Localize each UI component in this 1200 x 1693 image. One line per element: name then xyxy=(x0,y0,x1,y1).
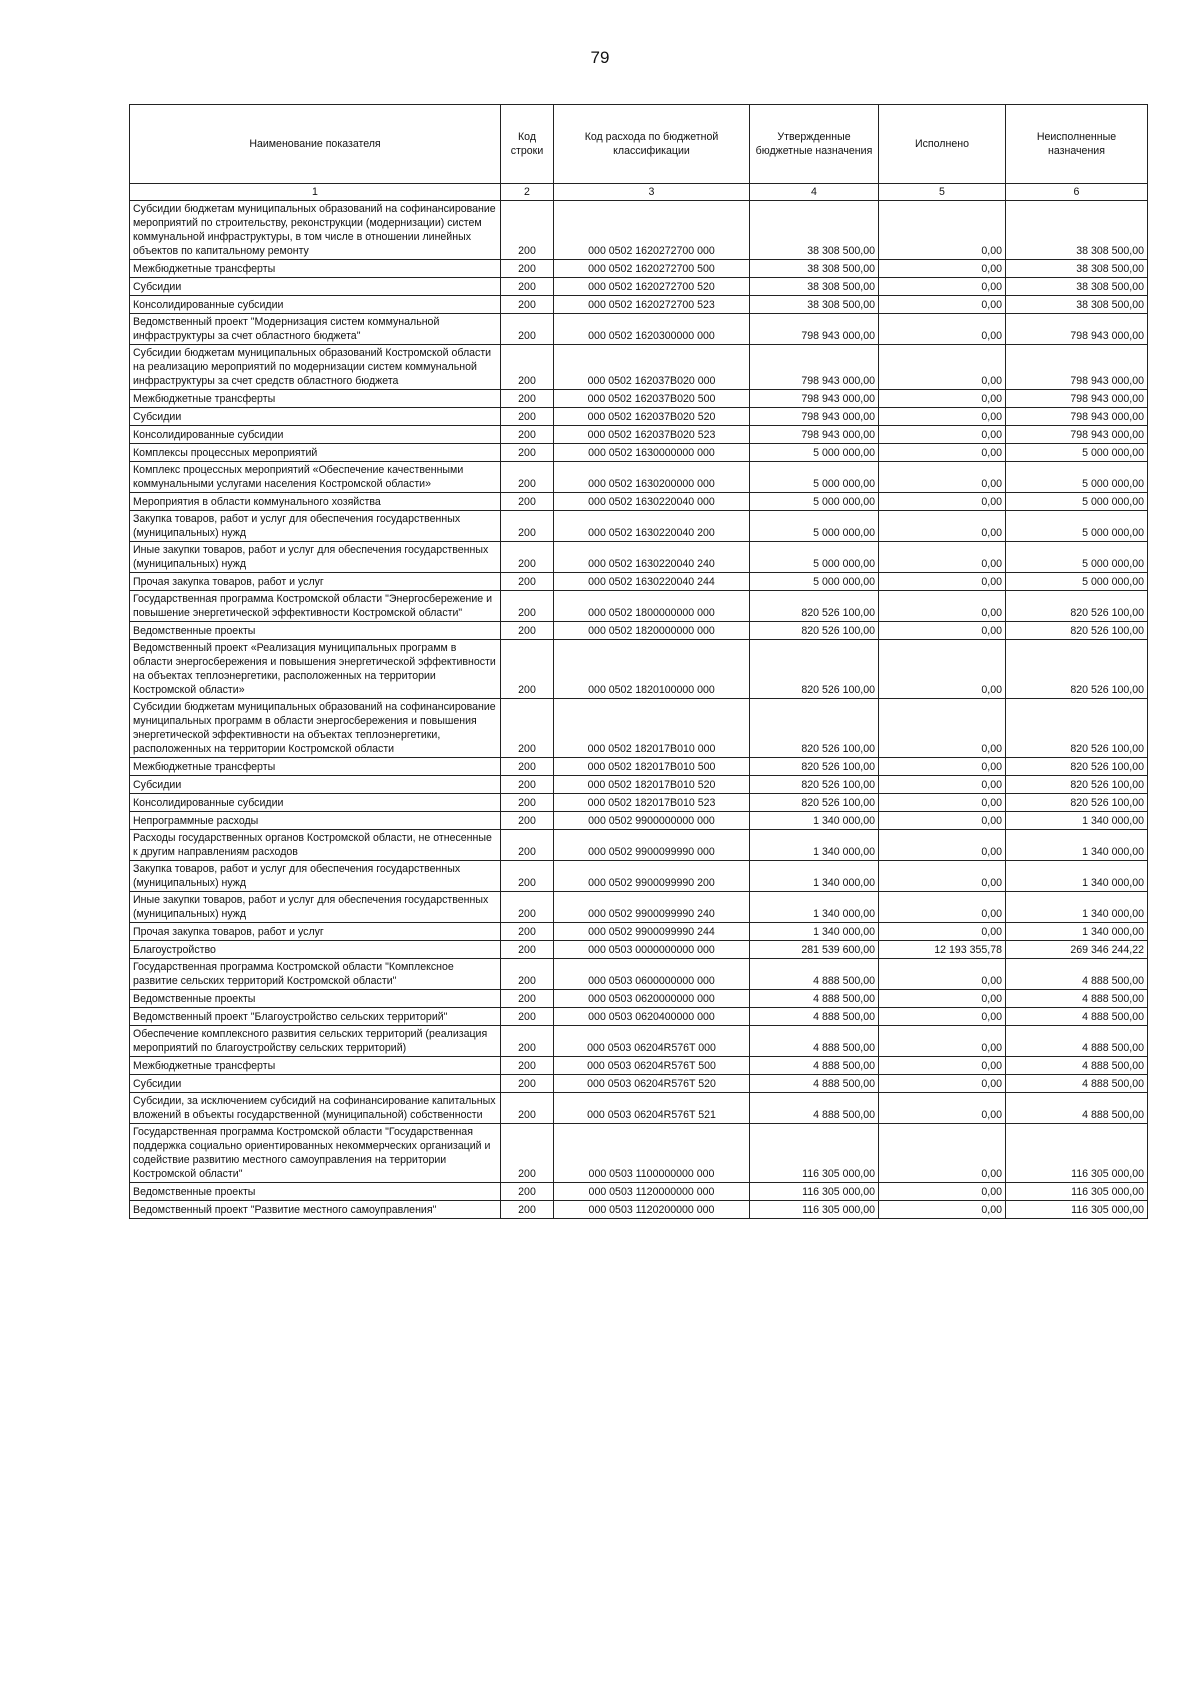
row-executed-amount: 0,00 xyxy=(879,776,1006,794)
row-line-code: 200 xyxy=(501,699,554,758)
row-executed-amount: 0,00 xyxy=(879,390,1006,408)
row-line-code: 200 xyxy=(501,830,554,861)
row-line-code: 200 xyxy=(501,758,554,776)
row-unexecuted-amount: 798 943 000,00 xyxy=(1006,426,1148,444)
row-unexecuted-amount: 116 305 000,00 xyxy=(1006,1201,1148,1219)
row-expense-code: 000 0503 06204R576T 520 xyxy=(554,1075,750,1093)
row-unexecuted-amount: 4 888 500,00 xyxy=(1006,1026,1148,1057)
row-expense-code: 000 0502 1620300000 000 xyxy=(554,314,750,345)
row-unexecuted-amount: 820 526 100,00 xyxy=(1006,591,1148,622)
row-executed-amount: 0,00 xyxy=(879,699,1006,758)
row-line-code: 200 xyxy=(501,493,554,511)
table-row xyxy=(130,1201,1148,1219)
row-expense-code: 000 0503 1120000000 000 xyxy=(554,1183,750,1201)
row-approved-amount: 5 000 000,00 xyxy=(750,444,879,462)
row-name: Закупка товаров, работ и услуг для обеспечения государственных (муниципальных) нужд xyxy=(130,511,501,542)
row-executed-amount: 0,00 xyxy=(879,511,1006,542)
row-executed-amount: 0,00 xyxy=(879,861,1006,892)
row-approved-amount: 798 943 000,00 xyxy=(750,390,879,408)
row-approved-amount: 4 888 500,00 xyxy=(750,1008,879,1026)
row-unexecuted-amount: 1 340 000,00 xyxy=(1006,923,1148,941)
row-unexecuted-amount: 798 943 000,00 xyxy=(1006,314,1148,345)
row-executed-amount: 0,00 xyxy=(879,959,1006,990)
table-row xyxy=(130,1124,1148,1183)
row-unexecuted-amount: 4 888 500,00 xyxy=(1006,959,1148,990)
row-expense-code: 000 0503 06204R576T 000 xyxy=(554,1026,750,1057)
row-executed-amount: 0,00 xyxy=(879,830,1006,861)
row-approved-amount: 116 305 000,00 xyxy=(750,1201,879,1219)
row-name: Государственная программа Костромской области "Энергосбережение и повышение энергетической эффективности Костромской области" xyxy=(130,591,501,622)
row-unexecuted-amount: 1 340 000,00 xyxy=(1006,830,1148,861)
row-unexecuted-amount: 4 888 500,00 xyxy=(1006,1093,1148,1124)
table-row xyxy=(130,426,1148,444)
row-approved-amount: 820 526 100,00 xyxy=(750,758,879,776)
table-row xyxy=(130,444,1148,462)
row-unexecuted-amount: 5 000 000,00 xyxy=(1006,511,1148,542)
table-row xyxy=(130,1183,1148,1201)
row-unexecuted-amount: 116 305 000,00 xyxy=(1006,1124,1148,1183)
row-executed-amount: 0,00 xyxy=(879,493,1006,511)
row-name: Межбюджетные трансферты xyxy=(130,390,501,408)
table-row xyxy=(130,923,1148,941)
row-executed-amount: 0,00 xyxy=(879,1008,1006,1026)
row-approved-amount: 38 308 500,00 xyxy=(750,201,879,260)
row-executed-amount: 0,00 xyxy=(879,1183,1006,1201)
row-executed-amount: 0,00 xyxy=(879,260,1006,278)
table-row xyxy=(130,640,1148,699)
row-unexecuted-amount: 5 000 000,00 xyxy=(1006,462,1148,493)
table-row xyxy=(130,812,1148,830)
row-approved-amount: 798 943 000,00 xyxy=(750,426,879,444)
row-expense-code: 000 0503 06204R576T 521 xyxy=(554,1093,750,1124)
row-expense-code: 000 0502 1620272700 000 xyxy=(554,201,750,260)
row-line-code: 200 xyxy=(501,1183,554,1201)
row-approved-amount: 5 000 000,00 xyxy=(750,493,879,511)
row-expense-code: 000 0502 9900000000 000 xyxy=(554,812,750,830)
row-executed-amount: 0,00 xyxy=(879,892,1006,923)
row-executed-amount: 0,00 xyxy=(879,201,1006,260)
row-unexecuted-amount: 5 000 000,00 xyxy=(1006,493,1148,511)
table-row xyxy=(130,511,1148,542)
table-row xyxy=(130,794,1148,812)
row-approved-amount: 1 340 000,00 xyxy=(750,812,879,830)
row-unexecuted-amount: 798 943 000,00 xyxy=(1006,390,1148,408)
row-executed-amount: 0,00 xyxy=(879,1057,1006,1075)
row-expense-code: 000 0502 1820100000 000 xyxy=(554,640,750,699)
row-name: Субсидии бюджетам муниципальных образований на софинансирование муниципальных программ в области энергосбережения и повышения энергетической эффективности на объектах теплоэнергетики, расположенных на территории Костромской области xyxy=(130,699,501,758)
row-expense-code: 000 0502 9900099990 240 xyxy=(554,892,750,923)
row-expense-code: 000 0502 1620272700 500 xyxy=(554,260,750,278)
row-line-code: 200 xyxy=(501,990,554,1008)
row-expense-code: 000 0502 9900099990 244 xyxy=(554,923,750,941)
row-executed-amount: 0,00 xyxy=(879,758,1006,776)
table-row xyxy=(130,201,1148,260)
row-name: Субсидии бюджетам муниципальных образований Костромской области на реализацию мероприятий по модернизации систем коммунальной инфраструктуры за счет средств областного бюджета xyxy=(130,345,501,390)
table-row xyxy=(130,622,1148,640)
row-line-code: 200 xyxy=(501,542,554,573)
table-body xyxy=(130,201,1148,1219)
row-unexecuted-amount: 1 340 000,00 xyxy=(1006,861,1148,892)
row-name: Субсидии xyxy=(130,408,501,426)
table-row xyxy=(130,758,1148,776)
table-row xyxy=(130,959,1148,990)
row-line-code: 200 xyxy=(501,941,554,959)
row-unexecuted-amount: 269 346 244,22 xyxy=(1006,941,1148,959)
row-approved-amount: 4 888 500,00 xyxy=(750,990,879,1008)
row-executed-amount: 0,00 xyxy=(879,314,1006,345)
row-executed-amount: 0,00 xyxy=(879,1075,1006,1093)
row-executed-amount: 0,00 xyxy=(879,444,1006,462)
row-executed-amount: 12 193 355,78 xyxy=(879,941,1006,959)
row-line-code: 200 xyxy=(501,296,554,314)
row-name: Ведомственный проект "Развитие местного самоуправления" xyxy=(130,1201,501,1219)
table-row xyxy=(130,390,1148,408)
row-approved-amount: 4 888 500,00 xyxy=(750,1026,879,1057)
row-expense-code: 000 0502 162037В020 523 xyxy=(554,426,750,444)
row-expense-code: 000 0502 1620272700 520 xyxy=(554,278,750,296)
row-approved-amount: 38 308 500,00 xyxy=(750,296,879,314)
table-row xyxy=(130,260,1148,278)
row-approved-amount: 820 526 100,00 xyxy=(750,640,879,699)
row-approved-amount: 4 888 500,00 xyxy=(750,1093,879,1124)
table-row xyxy=(130,1026,1148,1057)
column-number-3: 3 xyxy=(554,184,750,201)
row-approved-amount: 798 943 000,00 xyxy=(750,345,879,390)
row-name: Обеспечение комплексного развития сельских территорий (реализация мероприятий по благоустройству сельских территорий) xyxy=(130,1026,501,1057)
row-unexecuted-amount: 38 308 500,00 xyxy=(1006,201,1148,260)
row-executed-amount: 0,00 xyxy=(879,1124,1006,1183)
row-name: Мероприятия в области коммунального хозяйства xyxy=(130,493,501,511)
row-approved-amount: 281 539 600,00 xyxy=(750,941,879,959)
row-name: Субсидии, за исключением субсидий на софинансирование капитальных вложений в объекты государственной (муниципальной) собственности xyxy=(130,1093,501,1124)
row-line-code: 200 xyxy=(501,314,554,345)
row-approved-amount: 820 526 100,00 xyxy=(750,776,879,794)
row-line-code: 200 xyxy=(501,1124,554,1183)
row-approved-amount: 1 340 000,00 xyxy=(750,892,879,923)
row-executed-amount: 0,00 xyxy=(879,542,1006,573)
row-line-code: 200 xyxy=(501,201,554,260)
row-approved-amount: 820 526 100,00 xyxy=(750,699,879,758)
column-number-row xyxy=(130,184,1148,201)
row-expense-code: 000 0502 162037В020 000 xyxy=(554,345,750,390)
row-line-code: 200 xyxy=(501,1057,554,1075)
row-approved-amount: 820 526 100,00 xyxy=(750,794,879,812)
table-row xyxy=(130,1093,1148,1124)
row-expense-code: 000 0502 9900099990 000 xyxy=(554,830,750,861)
row-executed-amount: 0,00 xyxy=(879,462,1006,493)
row-name: Ведомственные проекты xyxy=(130,1183,501,1201)
table-row xyxy=(130,776,1148,794)
row-name: Государственная программа Костромской области "Государственная поддержка социально ориентированных некоммерческих организаций и содействие развитию местного самоуправления на территории Костромской области" xyxy=(130,1124,501,1183)
row-executed-amount: 0,00 xyxy=(879,812,1006,830)
row-unexecuted-amount: 820 526 100,00 xyxy=(1006,622,1148,640)
row-executed-amount: 0,00 xyxy=(879,1026,1006,1057)
row-unexecuted-amount: 38 308 500,00 xyxy=(1006,278,1148,296)
row-approved-amount: 4 888 500,00 xyxy=(750,959,879,990)
row-line-code: 200 xyxy=(501,640,554,699)
row-expense-code: 000 0502 1630220040 200 xyxy=(554,511,750,542)
row-line-code: 200 xyxy=(501,812,554,830)
row-unexecuted-amount: 798 943 000,00 xyxy=(1006,345,1148,390)
row-unexecuted-amount: 116 305 000,00 xyxy=(1006,1183,1148,1201)
row-approved-amount: 820 526 100,00 xyxy=(750,622,879,640)
row-unexecuted-amount: 5 000 000,00 xyxy=(1006,542,1148,573)
row-expense-code: 000 0502 1630220040 240 xyxy=(554,542,750,573)
row-name: Консолидированные субсидии xyxy=(130,296,501,314)
row-unexecuted-amount: 5 000 000,00 xyxy=(1006,444,1148,462)
row-approved-amount: 1 340 000,00 xyxy=(750,830,879,861)
row-executed-amount: 0,00 xyxy=(879,591,1006,622)
row-line-code: 200 xyxy=(501,408,554,426)
row-executed-amount: 0,00 xyxy=(879,345,1006,390)
row-name: Прочая закупка товаров, работ и услуг xyxy=(130,573,501,591)
row-line-code: 200 xyxy=(501,591,554,622)
row-expense-code: 000 0503 1100000000 000 xyxy=(554,1124,750,1183)
column-number-6: 6 xyxy=(1006,184,1148,201)
row-executed-amount: 0,00 xyxy=(879,278,1006,296)
column-number-4: 4 xyxy=(750,184,879,201)
row-unexecuted-amount: 4 888 500,00 xyxy=(1006,990,1148,1008)
table-row xyxy=(130,493,1148,511)
row-name: Межбюджетные трансферты xyxy=(130,758,501,776)
row-line-code: 200 xyxy=(501,622,554,640)
row-expense-code: 000 0502 162037В020 520 xyxy=(554,408,750,426)
row-executed-amount: 0,00 xyxy=(879,408,1006,426)
row-executed-amount: 0,00 xyxy=(879,923,1006,941)
table-row xyxy=(130,699,1148,758)
column-number-1: 1 xyxy=(130,184,501,201)
row-expense-code: 000 0503 06204R576T 500 xyxy=(554,1057,750,1075)
row-name: Субсидии бюджетам муниципальных образований на софинансирование мероприятий по строительству, реконструкции (модернизации) систем коммунальной инфраструктуры, в том числе в отношении линейных объектов по капитальному ремонту xyxy=(130,201,501,260)
header-unexecuted: Неисполненные назначения xyxy=(1006,105,1148,184)
row-unexecuted-amount: 1 340 000,00 xyxy=(1006,892,1148,923)
row-unexecuted-amount: 4 888 500,00 xyxy=(1006,1075,1148,1093)
header-row xyxy=(130,105,1148,184)
row-expense-code: 000 0502 1630220040 000 xyxy=(554,493,750,511)
row-name: Ведомственный проект «Реализация муниципальных программ в области энергосбережения и повышения энергетической эффективности на объектах теплоэнергетики, расположенных на территории Костромской области» xyxy=(130,640,501,699)
row-name: Закупка товаров, работ и услуг для обеспечения государственных (муниципальных) нужд xyxy=(130,861,501,892)
row-executed-amount: 0,00 xyxy=(879,1201,1006,1219)
header-indicator-name: Наименование показателя xyxy=(130,105,501,184)
row-name: Межбюджетные трансферты xyxy=(130,1057,501,1075)
table-row xyxy=(130,1008,1148,1026)
row-name: Иные закупки товаров, работ и услуг для обеспечения государственных (муниципальных) нужд xyxy=(130,892,501,923)
row-expense-code: 000 0502 1630000000 000 xyxy=(554,444,750,462)
row-name: Субсидии xyxy=(130,278,501,296)
column-number-5: 5 xyxy=(879,184,1006,201)
row-executed-amount: 0,00 xyxy=(879,794,1006,812)
row-unexecuted-amount: 4 888 500,00 xyxy=(1006,1008,1148,1026)
row-line-code: 200 xyxy=(501,511,554,542)
row-expense-code: 000 0503 0600000000 000 xyxy=(554,959,750,990)
row-executed-amount: 0,00 xyxy=(879,573,1006,591)
row-executed-amount: 0,00 xyxy=(879,426,1006,444)
table-row xyxy=(130,296,1148,314)
header-line-code: Код строки xyxy=(501,105,554,184)
row-approved-amount: 116 305 000,00 xyxy=(750,1183,879,1201)
row-expense-code: 000 0502 1800000000 000 xyxy=(554,591,750,622)
budget-execution-table xyxy=(129,104,1148,1219)
row-name: Комплексы процессных мероприятий xyxy=(130,444,501,462)
row-name: Субсидии xyxy=(130,1075,501,1093)
row-line-code: 200 xyxy=(501,278,554,296)
row-line-code: 200 xyxy=(501,794,554,812)
table-row xyxy=(130,1075,1148,1093)
table-row xyxy=(130,990,1148,1008)
row-executed-amount: 0,00 xyxy=(879,990,1006,1008)
row-approved-amount: 4 888 500,00 xyxy=(750,1057,879,1075)
table-row xyxy=(130,278,1148,296)
header-expense-code: Код расхода по бюджетной классификации xyxy=(554,105,750,184)
row-approved-amount: 38 308 500,00 xyxy=(750,278,879,296)
row-approved-amount: 5 000 000,00 xyxy=(750,462,879,493)
row-line-code: 200 xyxy=(501,861,554,892)
row-approved-amount: 4 888 500,00 xyxy=(750,1075,879,1093)
row-name: Государственная программа Костромской области "Комплексное развитие сельских территорий Костромской области" xyxy=(130,959,501,990)
row-expense-code: 000 0502 162037В020 500 xyxy=(554,390,750,408)
table-row xyxy=(130,573,1148,591)
row-name: Комплекс процессных мероприятий «Обеспечение качественными коммунальными услугами населения Костромской области» xyxy=(130,462,501,493)
row-line-code: 200 xyxy=(501,390,554,408)
row-expense-code: 000 0502 1820000000 000 xyxy=(554,622,750,640)
row-name: Ведомственный проект "Модернизация систем коммунальной инфраструктуры за счет областного бюджета" xyxy=(130,314,501,345)
row-expense-code: 000 0502 182017В010 500 xyxy=(554,758,750,776)
row-name: Иные закупки товаров, работ и услуг для обеспечения государственных (муниципальных) нужд xyxy=(130,542,501,573)
row-line-code: 200 xyxy=(501,1008,554,1026)
row-line-code: 200 xyxy=(501,426,554,444)
row-approved-amount: 5 000 000,00 xyxy=(750,542,879,573)
row-name: Консолидированные субсидии xyxy=(130,426,501,444)
row-line-code: 200 xyxy=(501,345,554,390)
row-unexecuted-amount: 38 308 500,00 xyxy=(1006,296,1148,314)
row-line-code: 200 xyxy=(501,959,554,990)
table-row xyxy=(130,941,1148,959)
table-row xyxy=(130,314,1148,345)
row-line-code: 200 xyxy=(501,776,554,794)
row-name: Субсидии xyxy=(130,776,501,794)
row-name: Непрограммные расходы xyxy=(130,812,501,830)
column-number-2: 2 xyxy=(501,184,554,201)
row-name: Прочая закупка товаров, работ и услуг xyxy=(130,923,501,941)
row-name: Ведомственные проекты xyxy=(130,990,501,1008)
row-unexecuted-amount: 820 526 100,00 xyxy=(1006,640,1148,699)
row-line-code: 200 xyxy=(501,573,554,591)
table-row xyxy=(130,462,1148,493)
table-row xyxy=(130,892,1148,923)
row-line-code: 200 xyxy=(501,462,554,493)
table-row xyxy=(130,345,1148,390)
row-name: Благоустройство xyxy=(130,941,501,959)
row-expense-code: 000 0502 1630200000 000 xyxy=(554,462,750,493)
row-approved-amount: 5 000 000,00 xyxy=(750,573,879,591)
row-expense-code: 000 0502 1630220040 244 xyxy=(554,573,750,591)
row-expense-code: 000 0502 182017В010 523 xyxy=(554,794,750,812)
row-name: Консолидированные субсидии xyxy=(130,794,501,812)
table-row xyxy=(130,1057,1148,1075)
row-line-code: 200 xyxy=(501,1093,554,1124)
row-approved-amount: 116 305 000,00 xyxy=(750,1124,879,1183)
row-unexecuted-amount: 4 888 500,00 xyxy=(1006,1057,1148,1075)
row-unexecuted-amount: 38 308 500,00 xyxy=(1006,260,1148,278)
row-name: Ведомственные проекты xyxy=(130,622,501,640)
header-approved: Утвержденные бюджетные назначения xyxy=(750,105,879,184)
row-line-code: 200 xyxy=(501,923,554,941)
row-line-code: 200 xyxy=(501,1075,554,1093)
table-row xyxy=(130,591,1148,622)
row-unexecuted-amount: 820 526 100,00 xyxy=(1006,794,1148,812)
row-line-code: 200 xyxy=(501,1201,554,1219)
header-executed: Исполнено xyxy=(879,105,1006,184)
row-approved-amount: 798 943 000,00 xyxy=(750,408,879,426)
row-expense-code: 000 0502 182017В010 520 xyxy=(554,776,750,794)
row-executed-amount: 0,00 xyxy=(879,622,1006,640)
row-approved-amount: 38 308 500,00 xyxy=(750,260,879,278)
row-expense-code: 000 0503 0620000000 000 xyxy=(554,990,750,1008)
row-approved-amount: 1 340 000,00 xyxy=(750,861,879,892)
row-line-code: 200 xyxy=(501,260,554,278)
row-executed-amount: 0,00 xyxy=(879,1093,1006,1124)
row-name: Ведомственный проект "Благоустройство сельских территорий" xyxy=(130,1008,501,1026)
row-expense-code: 000 0502 9900099990 200 xyxy=(554,861,750,892)
row-unexecuted-amount: 820 526 100,00 xyxy=(1006,776,1148,794)
row-line-code: 200 xyxy=(501,1026,554,1057)
row-expense-code: 000 0503 1120200000 000 xyxy=(554,1201,750,1219)
row-expense-code: 000 0503 0620400000 000 xyxy=(554,1008,750,1026)
row-approved-amount: 798 943 000,00 xyxy=(750,314,879,345)
row-executed-amount: 0,00 xyxy=(879,296,1006,314)
row-name: Межбюджетные трансферты xyxy=(130,260,501,278)
table-row xyxy=(130,542,1148,573)
row-line-code: 200 xyxy=(501,892,554,923)
row-approved-amount: 5 000 000,00 xyxy=(750,511,879,542)
row-unexecuted-amount: 5 000 000,00 xyxy=(1006,573,1148,591)
row-unexecuted-amount: 798 943 000,00 xyxy=(1006,408,1148,426)
table-row xyxy=(130,408,1148,426)
row-unexecuted-amount: 1 340 000,00 xyxy=(1006,812,1148,830)
row-name: Расходы государственных органов Костромской области, не отнесенные к другим направлениям расходов xyxy=(130,830,501,861)
row-expense-code: 000 0503 0000000000 000 xyxy=(554,941,750,959)
row-unexecuted-amount: 820 526 100,00 xyxy=(1006,758,1148,776)
table-row xyxy=(130,830,1148,861)
row-executed-amount: 0,00 xyxy=(879,640,1006,699)
row-unexecuted-amount: 820 526 100,00 xyxy=(1006,699,1148,758)
row-approved-amount: 820 526 100,00 xyxy=(750,591,879,622)
page-number: 79 xyxy=(590,48,610,67)
table-row xyxy=(130,861,1148,892)
row-expense-code: 000 0502 182017В010 000 xyxy=(554,699,750,758)
row-line-code: 200 xyxy=(501,444,554,462)
row-approved-amount: 1 340 000,00 xyxy=(750,923,879,941)
row-expense-code: 000 0502 1620272700 523 xyxy=(554,296,750,314)
